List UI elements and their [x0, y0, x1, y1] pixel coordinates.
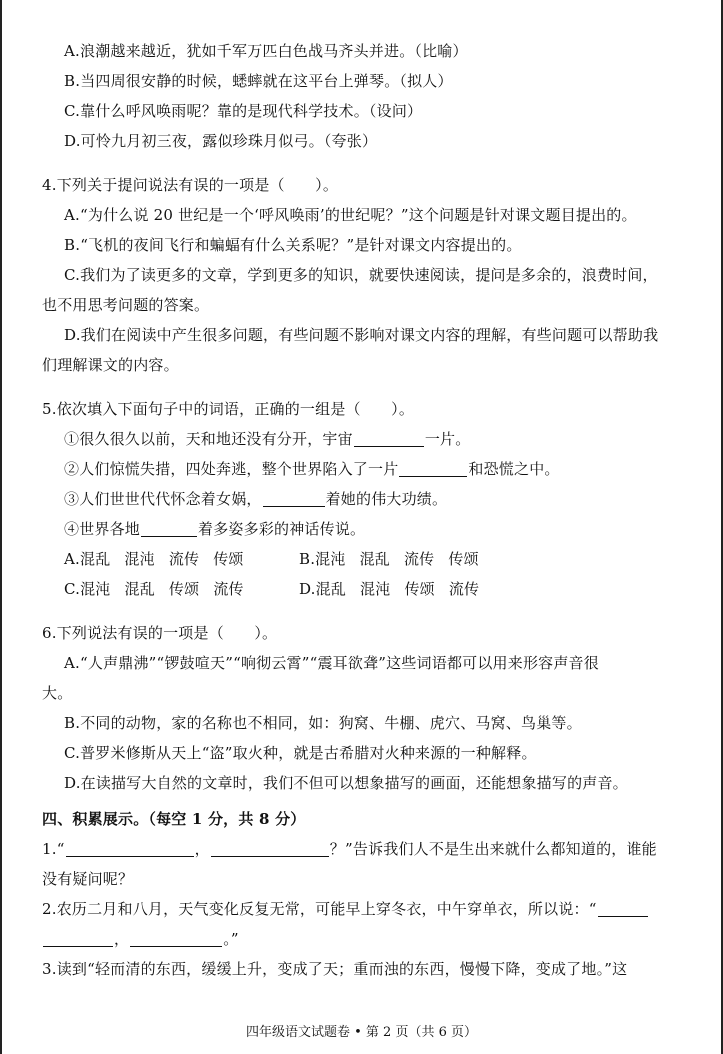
- s4-q2-line1: [42, 902, 681, 917]
- q5-sentence-2: [42, 462, 681, 477]
- q5-s4-post: 着多姿多彩的神话传说。: [198, 520, 366, 538]
- q3-option-d: D.可怜九月初三夜，露似珍珠月似弓。（夸张）: [64, 132, 378, 150]
- q5-c-word-2: 混乱: [124, 580, 155, 598]
- s4-q1-comma: ，: [194, 840, 210, 858]
- q6-stem: 6.下列说法有误的一项是（ ）。: [42, 624, 278, 642]
- s4-q1-blank-2[interactable]: [211, 842, 329, 857]
- q5-b-word-3: 流传: [403, 550, 435, 568]
- q5-b-word-2: 混乱: [359, 550, 390, 568]
- q3-option-a: A.浪潮越来越近，犹如千军万匹白色战马齐头并进。（比喻）: [64, 42, 468, 60]
- q5-c-word-3: 传颂: [168, 580, 200, 598]
- q6-option-b: B.不同的动物，家的名称也不相同，如：狗窝、牛棚、虎穴、马窝、鸟巢等。: [64, 714, 582, 732]
- section-4-title: 四、积累展示。（每空 1 分，共 8 分）: [42, 810, 306, 828]
- q4-option-c-line1: C.我们为了读更多的文章，学到更多的知识，就要快速阅读，提问是多余的，浪费时间，: [64, 266, 658, 284]
- q4-stem: 4.下列关于提问说法有误的一项是（ ）。: [42, 176, 339, 194]
- q6-option-a-line2: 大。: [42, 684, 73, 702]
- page-footer: 四年级语文试题卷 • 第 2 页（共 6 页）: [245, 1025, 477, 1040]
- q5-a-word-2: 混沌: [124, 550, 155, 568]
- s4-q2-line2: [42, 932, 681, 947]
- q5-b-word-1: B.混沌: [298, 550, 346, 568]
- q5-s1-pre: ①很久很久以前，天和地还没有分开，宇宙: [64, 430, 353, 448]
- q5-s3-blank[interactable]: [263, 492, 325, 507]
- s4-q1-line1: [42, 842, 681, 857]
- q4-option-d-line1: D.我们在阅读中产生很多问题，有些问题不影响对课文内容的理解，有些问题可以帮助我: [64, 326, 659, 344]
- q3-option-c: C.靠什么呼风唤雨呢？靠的是现代科学技术。（设问）: [64, 102, 423, 120]
- q5-options-row-2: [42, 582, 681, 597]
- s4-q2-blank-1-cont[interactable]: [43, 932, 113, 947]
- q5-d-word-2: 混沌: [360, 580, 391, 598]
- s4-q1-blank-1[interactable]: [66, 842, 194, 857]
- s4-q2-text: 2.农历二月和八月，天气变化反复无常，可能早上穿冬衣，中午穿单衣，所以说：“: [42, 900, 597, 918]
- q5-s1-post: 一片。: [424, 430, 471, 448]
- q4-option-c-line2: 也不用思考问题的答案。: [42, 296, 210, 314]
- q5-d-word-3: 传颂: [404, 580, 435, 598]
- q5-d-word-1: D.混乱: [298, 580, 347, 598]
- q4-option-d-line2: 们理解课文的内容。: [42, 356, 179, 374]
- page-content: [42, 44, 681, 977]
- q5-option-c: [64, 582, 294, 597]
- q5-sentence-4: [42, 522, 681, 537]
- q5-s3-pre: ③人们世世代代怀念着女娲，: [64, 490, 262, 508]
- s4-q2-blank-2[interactable]: [130, 932, 222, 947]
- q5-s2-pre: ②人们惊慌失措，四处奔逃，整个世界陷入了一片: [64, 460, 399, 478]
- q5-option-d: [299, 580, 493, 598]
- s4-q2-comma: ，: [114, 930, 130, 948]
- q5-sentence-3: [42, 492, 681, 507]
- q5-s4-pre: ④世界各地: [64, 520, 141, 538]
- q5-d-word-4: 流传: [448, 580, 480, 598]
- s4-q2-end: 。”: [223, 930, 239, 948]
- s4-q1-line2: 没有疑问呢？: [42, 870, 134, 888]
- q6-option-c: C.普罗米修斯从天上“盗”取火种，就是古希腊对火种来源的一种解释。: [64, 744, 537, 762]
- q6-option-d: D.在读描写大自然的文章时，我们不但可以想象描写的画面，还能想象描写的声音。: [64, 774, 628, 792]
- s4-q2-blank-1[interactable]: [598, 902, 648, 917]
- q5-s1-blank[interactable]: [354, 432, 424, 447]
- q3-option-b: B.当四周很安静的时候，蟋蟀就在这平台上弹琴。（拟人）: [64, 72, 453, 90]
- q5-a-word-3: 流传: [168, 550, 200, 568]
- q5-option-a: [64, 552, 294, 567]
- q5-a-word-4: 传颂: [213, 550, 244, 568]
- q5-options-row-1: [42, 552, 681, 567]
- q5-s2-post: 和恐慌之中。: [468, 460, 560, 478]
- s4-q1-rest: ？”告诉我们人不是生出来就什么都知道的，谁能: [329, 840, 657, 858]
- q6-option-a-line1: A.“人声鼎沸”“锣鼓喧天”“响彻云霄”“震耳欲聋”这些词语都可以用来形容声音很: [64, 654, 599, 672]
- q5-a-word-1: A.混乱: [64, 550, 111, 568]
- q5-s4-blank[interactable]: [141, 522, 197, 537]
- q4-option-b: B.“飞机的夜间飞行和蝙蝠有什么关系呢？”是针对课文内容提出的。: [64, 236, 522, 254]
- s4-q1-open-quote: 1.“: [42, 840, 65, 858]
- q5-sentence-1: [42, 432, 681, 447]
- q5-b-word-4: 传颂: [448, 550, 479, 568]
- q5-c-word-4: 流传: [213, 580, 244, 598]
- q5-stem: 5.依次填入下面句子中的词语，正确的一组是（ ）。: [42, 400, 415, 418]
- q5-s3-post: 着她的伟大功绩。: [325, 490, 448, 508]
- q5-s2-blank[interactable]: [399, 462, 467, 477]
- q5-option-b: [299, 550, 493, 568]
- q4-option-a: A.“为什么说 20 世纪是一个‘呼风唤雨’的世纪呢？”这个问题是针对课文题目提出的。: [64, 206, 637, 224]
- q5-c-word-1: C.混沌: [64, 580, 111, 598]
- s4-q3-line1: 3.读到“轻而清的东西，缓缓上升，变成了天；重而浊的东西，慢慢下降，变成了地。”这: [42, 960, 628, 978]
